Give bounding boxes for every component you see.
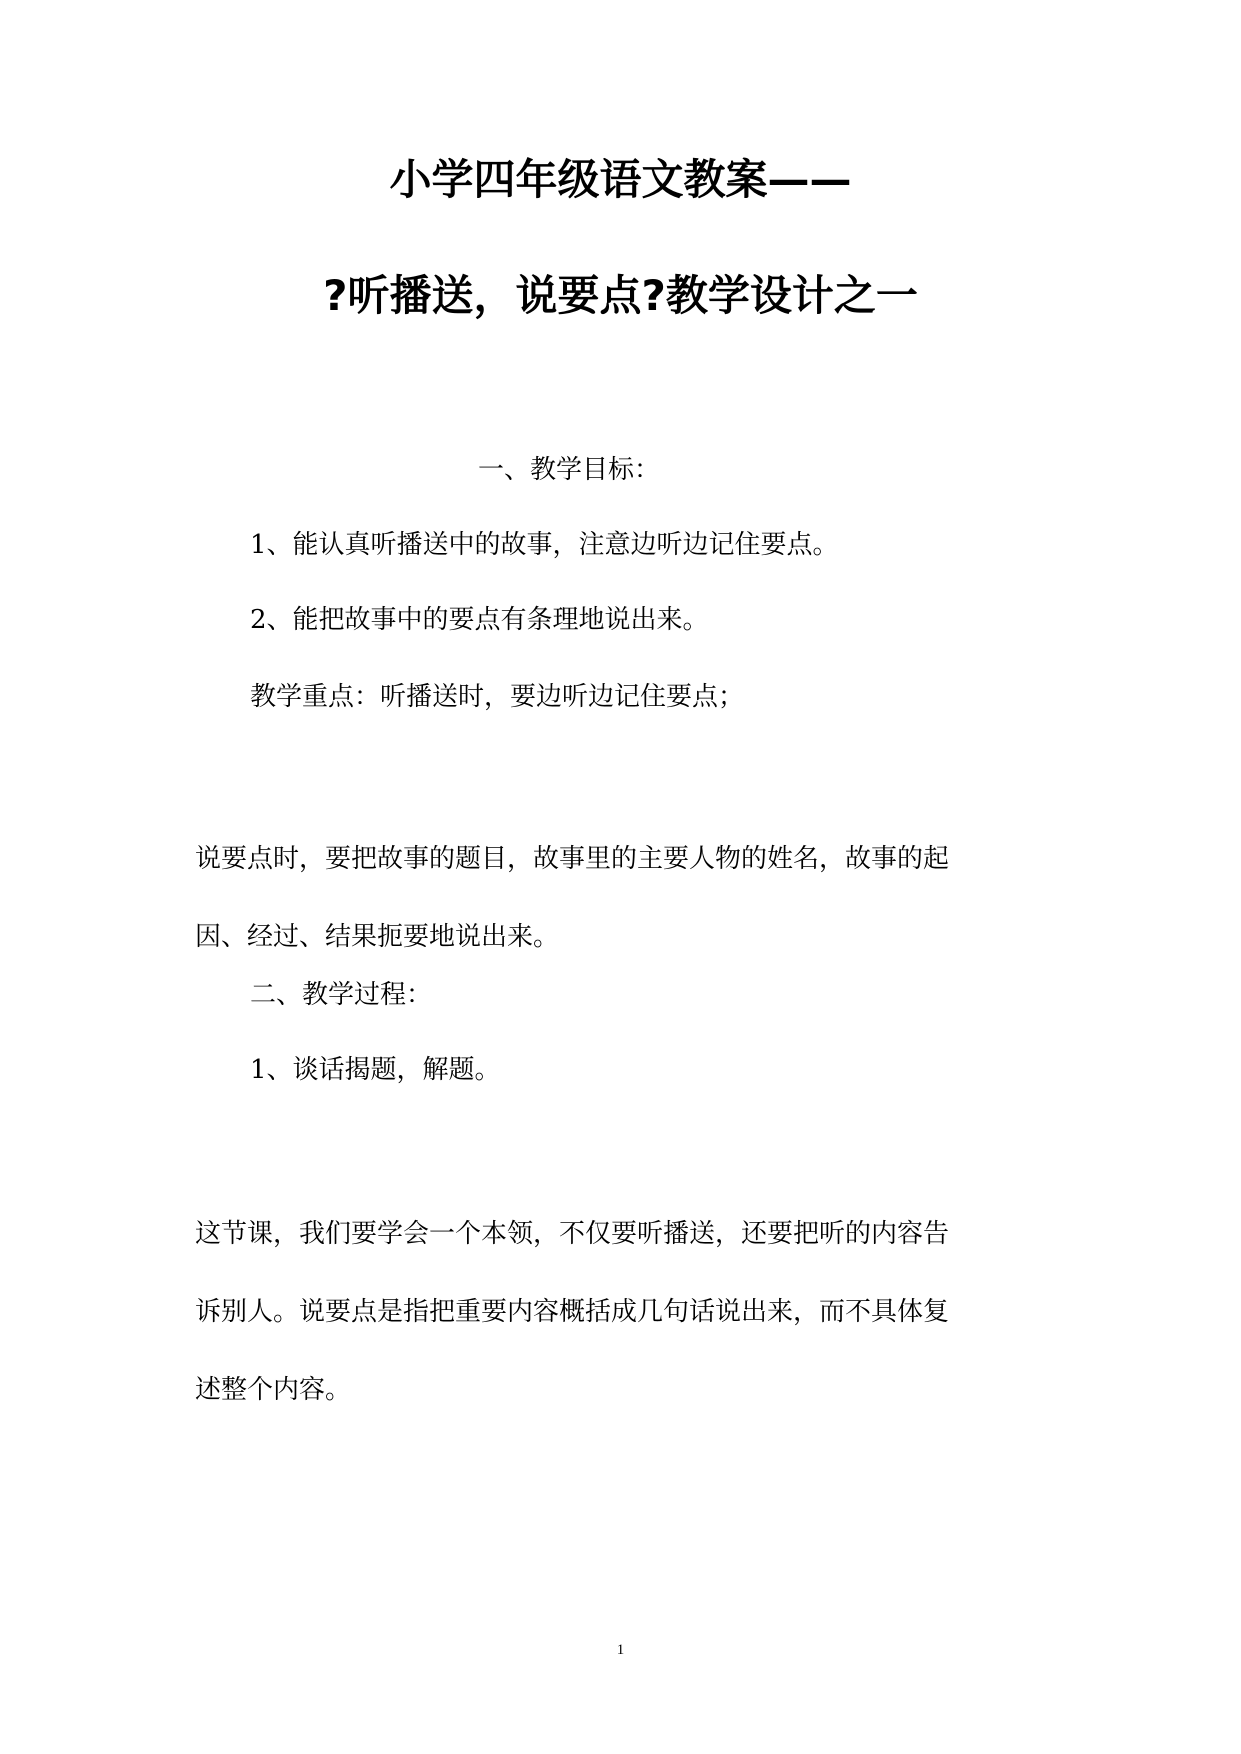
- objective-item-1: 1、能认真听播送中的故事，注意边听边记住要点。: [250, 530, 839, 560]
- intro-paragraph: [195, 1195, 1055, 1429]
- page-number: 1: [616, 1642, 625, 1658]
- intro-paragraph-line-2: 诉别人。说要点是指把重要内容概括成几句话说出来，而不具体复: [195, 1297, 950, 1327]
- document-title-line-1: 小学四年级语文教案——: [389, 155, 852, 204]
- document-title-line-2: ?听播送，说要点?教学设计之一: [323, 271, 918, 320]
- intro-paragraph-line-3: 述整个内容。: [195, 1375, 352, 1405]
- section-heading-objectives: 一、教学目标：: [478, 455, 661, 485]
- section-heading-process: 二、教学过程：: [250, 980, 433, 1010]
- key-point-continuation-line-2: 因、经过、结果扼要地说出来。: [195, 922, 560, 952]
- intro-paragraph-line-1: 这节课，我们要学会一个本领，不仅要听播送，还要把听的内容告: [195, 1219, 950, 1249]
- key-point-continuation-line-1: 说要点时，要把故事的题目，故事里的主要人物的姓名，故事的起: [195, 844, 950, 874]
- objective-item-2: 2、能把故事中的要点有条理地说出来。: [250, 605, 709, 635]
- process-step-1: 1、谈话揭题，解题。: [250, 1055, 501, 1085]
- key-point-paragraph: 教学重点：听播送时，要边听边记住要点；: [250, 682, 745, 712]
- key-point-continuation: [195, 820, 1055, 976]
